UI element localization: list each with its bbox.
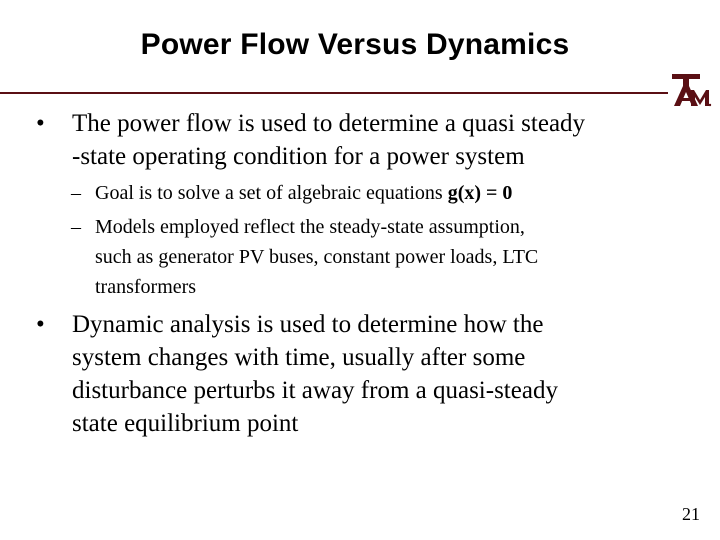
page-number: 21 <box>682 504 700 524</box>
title-rule <box>0 92 668 94</box>
bullet-line: state equilibrium point <box>72 410 299 437</box>
sub-bullet-text: Goal is to solve a set of algebraic equations <box>95 182 448 204</box>
bullet-line: disturbance perturbs it away from a quasi-steady <box>72 377 558 404</box>
sub-bullet-marker: – <box>71 182 81 204</box>
bullet-power-flow <box>72 107 672 173</box>
equation: g(x) = 0 <box>447 182 513 204</box>
sub-bullet-line: Models employed reflect the steady-state assumption, <box>95 216 525 238</box>
bullet-line: Dynamic analysis is used to determine how the <box>72 311 544 338</box>
bullet-line: system changes with time, usually after some <box>72 344 526 371</box>
slide-title: Power Flow Versus Dynamics <box>140 28 570 61</box>
sub-bullet-models <box>95 212 655 302</box>
bullet-marker: • <box>36 311 45 338</box>
sub-bullet-goal <box>95 178 655 208</box>
sub-bullet-marker: – <box>71 216 81 238</box>
bullet-line: The power flow is used to determine a quasi steady <box>72 110 586 137</box>
sub-bullet-line: transformers <box>95 276 197 298</box>
university-logo-icon <box>670 72 712 108</box>
sub-bullet-line: such as generator PV buses, constant power loads, LTC <box>95 246 539 268</box>
bullet-marker: • <box>36 110 45 137</box>
bullet-dynamic-analysis <box>72 308 672 440</box>
bullet-line: -state operating condition for a power system <box>72 143 525 170</box>
